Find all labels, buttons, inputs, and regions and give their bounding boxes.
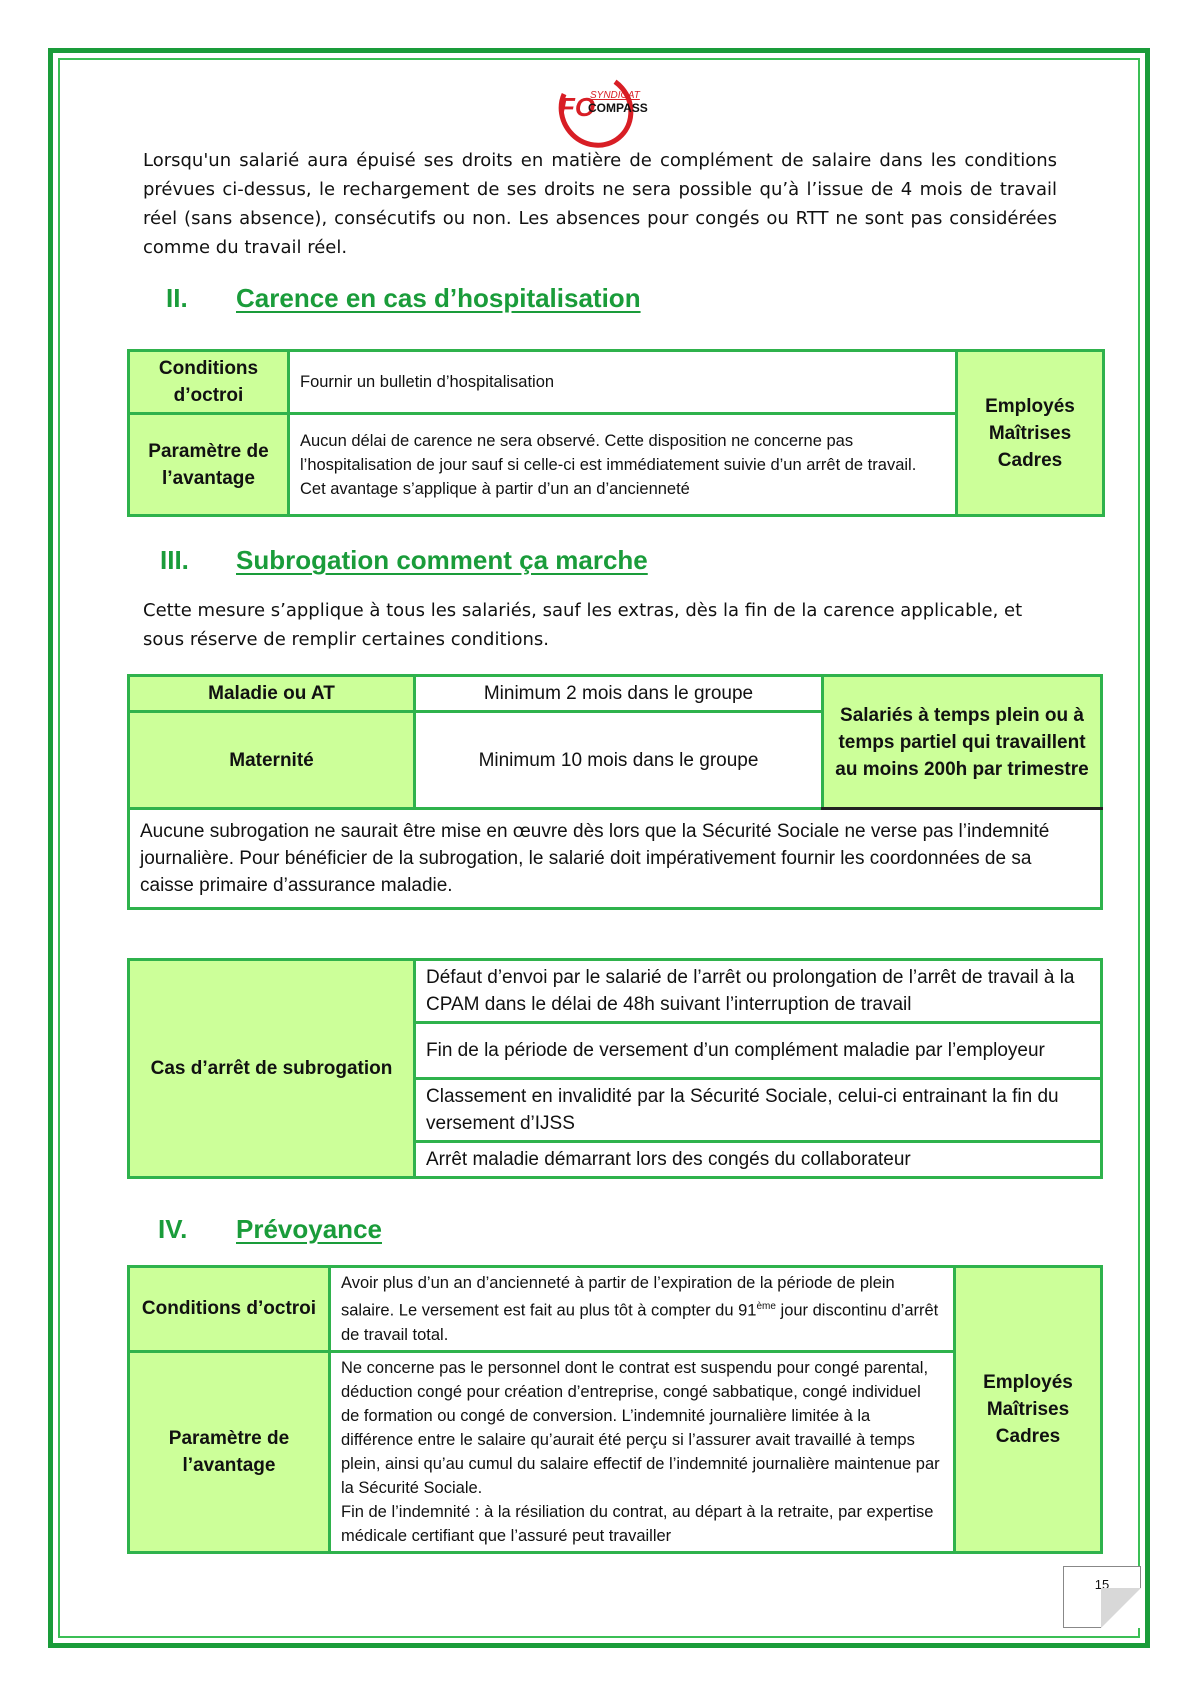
section-2-number: II. (166, 283, 188, 313)
prev-parametre-text-1: Ne concerne pas le personnel dont le contrat est suspendu pour congé parental, déduction congé pour création d’entreprise, congé sabbatique, congé individuel de formation ou congé de conversion. L’indemnité journalière limitée à la différence entre le salaire qu’aurait été perçu si l’assurer avait travaillé à temps plein, ainsi qu’au cumul du salaire effectif de l’indemnité journalière maintenue par la Sécurité Sociale. (341, 1358, 940, 1497)
subro-maternite-label: Maternité (129, 712, 415, 809)
subro-stop-case-3: Classement en invalidité par la Sécurité Sociale, celui-ci entrainant la fin du versement d’IJSS (415, 1079, 1102, 1142)
hosp-category-employes: Employés (985, 395, 1075, 417)
hospitalisation-table (127, 349, 1105, 517)
hosp-parametre-text-2: Cet avantage s’applique à partir d’un an d’ancienneté (300, 479, 690, 498)
prev-conditions-text-b: jour discontinu d’arrêt de travail total. (341, 1301, 939, 1344)
hosp-category-cadres: Cadres (997, 449, 1063, 471)
section-2-heading (166, 283, 641, 314)
hosp-conditions-text: Fournir un bulletin d’hospitalisation (289, 351, 957, 414)
subrogation-table (127, 674, 1103, 910)
section-4-number: IV. (158, 1214, 188, 1244)
logo-line2: COMPASS (588, 101, 648, 115)
hosp-conditions-label: Conditions d’octroi (129, 351, 289, 414)
page-number: 15 (1094, 1577, 1110, 1592)
subrogation-stop-table (127, 958, 1103, 1179)
section-2-title: Carence en cas d’hospitalisation (236, 283, 641, 313)
section-3-title: Subrogation comment ça marche (236, 545, 648, 575)
prev-category-cadres: Cadres (995, 1425, 1061, 1447)
subro-note: Aucune subrogation ne saurait être mise en œuvre dès lors que la Sécurité Sociale ne verse pas l’indemnité journalière. Pour bénéficier de la subrogation, le salarié doit impérativement fournir les coordonnées de sa caisse primaire d’assurance maladie. (129, 809, 1102, 909)
intro-paragraph: Lorsqu'un salarié aura épuisé ses droits en matière de complément de salaire dans les conditions prévues ci-dessus, le rechargement de ses droits ne sera possible qu’à l’issue de 4 mois de travail réel (sans absence), consécutifs ou non. Les absences pour congés ou RTT ne sont pas considérées comme du travail réel. (143, 150, 1057, 258)
fo-syndicat-compass-logo (556, 70, 666, 150)
subrogation-intro: Cette mesure s’applique à tous les salariés, sauf les extras, dès la fin de la carence applicable, et sous réserve de remplir certaines conditions. (143, 600, 1023, 650)
section-3-number: III. (160, 545, 189, 575)
hosp-categories (957, 351, 1104, 516)
subro-maladie-label: Maladie ou AT (129, 676, 415, 712)
hosp-parametre-label: Paramètre de l’avantage (129, 414, 289, 516)
subro-stop-case-4: Arrêt maladie démarrant lors des congés du collaborateur (415, 1142, 1102, 1178)
page-curl-decoration (1101, 1588, 1141, 1628)
hosp-parametre-text-1: Aucun délai de carence ne sera observé. Cette disposition ne concerne pas l’hospitalisation de jour sauf si celle-ci est immédiatement suivie d’un arrêt de travail. (300, 431, 917, 474)
section-4-heading (158, 1214, 382, 1245)
prev-category-maitrises: Maîtrises (986, 1398, 1070, 1420)
subro-stop-case-2: Fin de la période de versement d’un complément maladie par l’employeur (415, 1023, 1102, 1079)
subro-stop-case-1: Défaut d’envoi par le salarié de l’arrêt ou prolongation de l’arrêt de travail à la CPAM dans le délai de 48h suivant l’interruption de travail (415, 960, 1102, 1023)
subro-maladie-value: Minimum 2 mois dans le groupe (415, 676, 823, 712)
section-3-heading (160, 545, 648, 576)
prev-conditions-text-a: Avoir plus d’un an d’ancienneté à partir de l’expiration de la période de plein salaire. Le versement est fait au plus tôt à compter du 91 (341, 1274, 895, 1320)
prev-conditions-label: Conditions d’octroi (129, 1267, 330, 1352)
hosp-parametre-text (289, 414, 957, 516)
hosp-category-maitrises: Maîtrises (988, 422, 1072, 444)
prev-parametre-text-2: Fin de l’indemnité : à la résiliation du contrat, au départ à la retraite, par expertise médicale certifiant que l’assuré peut travailler (341, 1502, 934, 1545)
page-number-box (1063, 1566, 1141, 1628)
prev-conditions-text (330, 1267, 955, 1352)
prev-parametre-label: Paramètre de l’avantage (129, 1351, 330, 1552)
subro-maternite-value: Minimum 10 mois dans le groupe (415, 712, 823, 809)
prev-conditions-sup: ème (756, 1301, 776, 1312)
prev-category-employes: Employés (983, 1371, 1073, 1393)
prevoyance-table (127, 1265, 1103, 1554)
logo-line1: SYNDICAT (590, 90, 640, 101)
subro-eligibility: Salariés à temps plein ou à temps partiel qui travaillent au moins 200h par trimestre (823, 676, 1102, 809)
logo-brand: FO (559, 92, 596, 122)
prev-categories (955, 1267, 1102, 1553)
prev-parametre-text (330, 1351, 955, 1552)
section-4-title: Prévoyance (236, 1214, 382, 1244)
subro-stop-label: Cas d’arrêt de subrogation (129, 960, 415, 1178)
